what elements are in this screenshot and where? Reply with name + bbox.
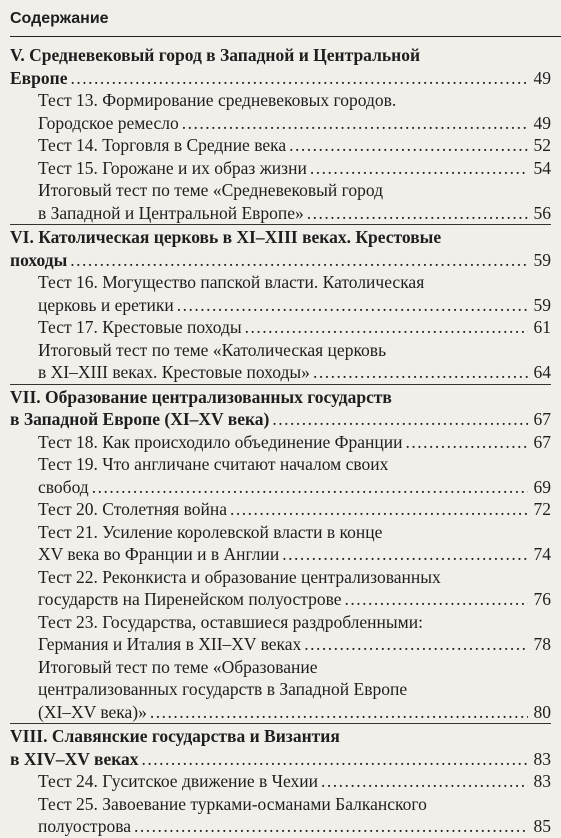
toc-entry — [10, 271, 551, 316]
toc-entry-text: в XI–XIII веках. Крестовые походы» — [38, 362, 310, 382]
toc-entry-line — [10, 89, 551, 112]
toc-entry — [10, 793, 551, 838]
toc-entry-text: Тест 21. Усиление королевской власти в конце — [38, 521, 383, 542]
toc-entry-line — [10, 770, 551, 793]
toc-page-number: 83 — [533, 748, 551, 769]
toc-page-number: 67 — [533, 409, 551, 429]
toc-entry-text: в Западной Европе (XI–XV века) — [10, 409, 270, 429]
toc-entry-line — [10, 361, 551, 384]
toc-entry-line — [10, 566, 551, 589]
toc-entry-line — [10, 408, 551, 431]
toc-entry-line — [10, 134, 551, 157]
toc-entry-line — [10, 701, 551, 724]
toc-page-number: 54 — [533, 157, 551, 178]
toc-entry-text: государств на Пиренейском полуострове — [38, 589, 342, 609]
dot-leader — [304, 633, 528, 656]
toc-entry-line — [10, 112, 551, 135]
dot-leader — [230, 498, 528, 521]
toc-entry-text: церковь и еретики — [38, 294, 174, 315]
toc-entry-text: Городское ремесло — [38, 112, 179, 133]
toc-entry-line — [10, 793, 551, 816]
toc-entry-line — [10, 271, 551, 294]
toc-entry-line — [10, 476, 551, 499]
toc-entry — [10, 770, 551, 793]
toc-entry-text: Тест 20. Столетняя война — [38, 499, 228, 519]
dot-leader — [272, 408, 528, 431]
toc-page-number: 61 — [533, 317, 551, 337]
toc-entry-line — [10, 453, 551, 476]
toc-entry — [10, 179, 551, 224]
toc-page-number: 49 — [533, 112, 551, 133]
toc-page-number: 78 — [533, 634, 551, 654]
toc-entry-text: свобод — [38, 476, 89, 497]
toc-entry-line — [10, 226, 551, 249]
dot-leader — [282, 543, 528, 566]
toc-entry — [10, 431, 551, 454]
dot-leader — [70, 67, 528, 90]
toc-entry — [10, 316, 551, 339]
toc-section-entry — [10, 224, 551, 271]
toc-entry-text: Тест 19. Что англичане считают началом своих — [38, 454, 389, 474]
toc-entry-text: Итоговый тест по теме «Образование — [38, 656, 318, 677]
dot-leader — [70, 249, 528, 272]
toc-entry-line — [10, 543, 551, 566]
toc-page-number: 85 — [533, 816, 551, 836]
toc-entry-line — [10, 678, 551, 701]
toc-entry-text: Тест 16. Могущество папской власти. Католическая — [38, 272, 425, 292]
toc-entry-text: VII. Образование централизованных государств — [10, 386, 392, 407]
toc-page-number: 59 — [533, 249, 551, 270]
toc-entry-text: Тест 22. Реконкиста и образование централизованных — [38, 566, 441, 587]
toc-page-number: 52 — [533, 135, 551, 155]
toc-entry-text: Тест 25. Завоевание турками-османами Балканского — [38, 793, 427, 814]
toc-entry-line — [10, 44, 551, 67]
toc-entry-text: XV века во Франции и в Англии — [38, 544, 280, 564]
toc-entry-text: Европе — [10, 67, 68, 88]
toc-entry-text: VIII. Славянские государства и Византия — [10, 726, 340, 746]
toc-entry-line — [10, 633, 551, 656]
toc-entry-line — [10, 386, 551, 409]
toc-entry — [10, 611, 551, 656]
toc-entry-line — [10, 611, 551, 634]
dot-leader — [310, 157, 528, 180]
dot-leader — [307, 202, 528, 225]
toc-entry — [10, 521, 551, 566]
toc-entry — [10, 498, 551, 521]
toc-entry-text: Тест 24. Гуситское движение в Чехии — [38, 771, 319, 791]
toc-entry-text: Тест 15. Горожане и их образ жизни — [38, 157, 307, 178]
dot-leader — [134, 815, 528, 838]
toc-entry-text: централизованных государств в Западной Европе — [38, 679, 408, 699]
dot-leader — [150, 701, 528, 724]
header-title: Содержание — [10, 10, 109, 27]
dot-leader — [313, 361, 528, 384]
dot-leader — [289, 134, 528, 157]
toc-page-number: 76 — [533, 589, 551, 609]
toc-page-number: 49 — [533, 67, 551, 88]
toc-entry-text: VI. Католическая церковь в XI–XIII веках. Крестовые — [10, 227, 442, 247]
toc-entry-text: (XI–XV века)» — [38, 701, 147, 722]
toc-entry-line — [10, 67, 551, 90]
toc-entry — [10, 157, 551, 180]
toc-entry-line — [10, 656, 551, 679]
toc-page-number: 72 — [533, 499, 551, 519]
dot-leader — [321, 770, 528, 793]
toc-entry-text: Германия и Италия в XII–XV веках — [38, 634, 302, 654]
toc-entry — [10, 656, 551, 724]
toc-entry-text: Тест 18. Как происходило объединение Франции — [38, 431, 403, 452]
toc-page-number: 83 — [533, 771, 551, 791]
toc-entry-line — [10, 294, 551, 317]
dot-leader — [177, 294, 528, 317]
toc-entry-text: Тест 14. Торговля в Средние века — [38, 135, 287, 155]
toc-entry-line — [10, 725, 551, 748]
toc-entry-line — [10, 588, 551, 611]
toc-entry-text: полуострова — [38, 816, 132, 836]
toc-entry — [10, 453, 551, 498]
toc-section-entry — [10, 384, 551, 431]
toc-entry-line — [10, 249, 551, 272]
toc-entry-line — [10, 316, 551, 339]
toc-page-number: 69 — [533, 476, 551, 497]
toc-entry-text: Тест 13. Формирование средневековых городов. — [38, 90, 397, 110]
toc-entry-line — [10, 179, 551, 202]
toc-entry-line — [10, 339, 551, 362]
toc-entry — [10, 566, 551, 611]
dot-leader — [345, 588, 528, 611]
toc-entry — [10, 134, 551, 157]
toc-entry — [10, 89, 551, 134]
toc-entry-line — [10, 431, 551, 454]
toc-entry-text: Итоговый тест по теме «Средневековый город — [38, 180, 384, 200]
toc-entry-line — [10, 157, 551, 180]
toc-page-number: 67 — [533, 431, 551, 452]
toc-page-number: 80 — [533, 701, 551, 722]
toc-section-entry — [10, 44, 551, 89]
toc-entry-text: V. Средневековый город в Западной и Центральной — [10, 45, 421, 65]
toc-entry-text: в Западной и Центральной Европе» — [38, 202, 304, 223]
toc-entry-line — [10, 815, 551, 838]
toc-entry-text: походы — [10, 249, 68, 270]
toc-entry-line — [10, 498, 551, 521]
toc-entry — [10, 339, 551, 384]
table-of-contents — [10, 44, 551, 838]
dot-leader — [142, 748, 528, 771]
toc-page-number: 64 — [533, 362, 551, 382]
dot-leader — [245, 316, 528, 339]
toc-entry-text: в XIV–XV веках — [10, 748, 139, 769]
toc-entry-text: Тест 23. Государства, оставшиеся раздробленными: — [38, 611, 423, 632]
toc-entry-text: Итоговый тест по теме «Католическая церковь — [38, 339, 387, 360]
dot-leader — [92, 476, 528, 499]
toc-entry-line — [10, 202, 551, 225]
dot-leader — [405, 431, 528, 454]
toc-page-number: 56 — [533, 202, 551, 223]
toc-page-number: 59 — [533, 294, 551, 315]
toc-entry-line — [10, 521, 551, 544]
dot-leader — [182, 112, 528, 135]
toc-entry-text: Тест 17. Крестовые походы — [38, 317, 242, 337]
toc-entry-line — [10, 748, 551, 771]
page-header — [10, 10, 561, 37]
toc-section-entry — [10, 723, 551, 770]
toc-page-number: 74 — [533, 544, 551, 564]
